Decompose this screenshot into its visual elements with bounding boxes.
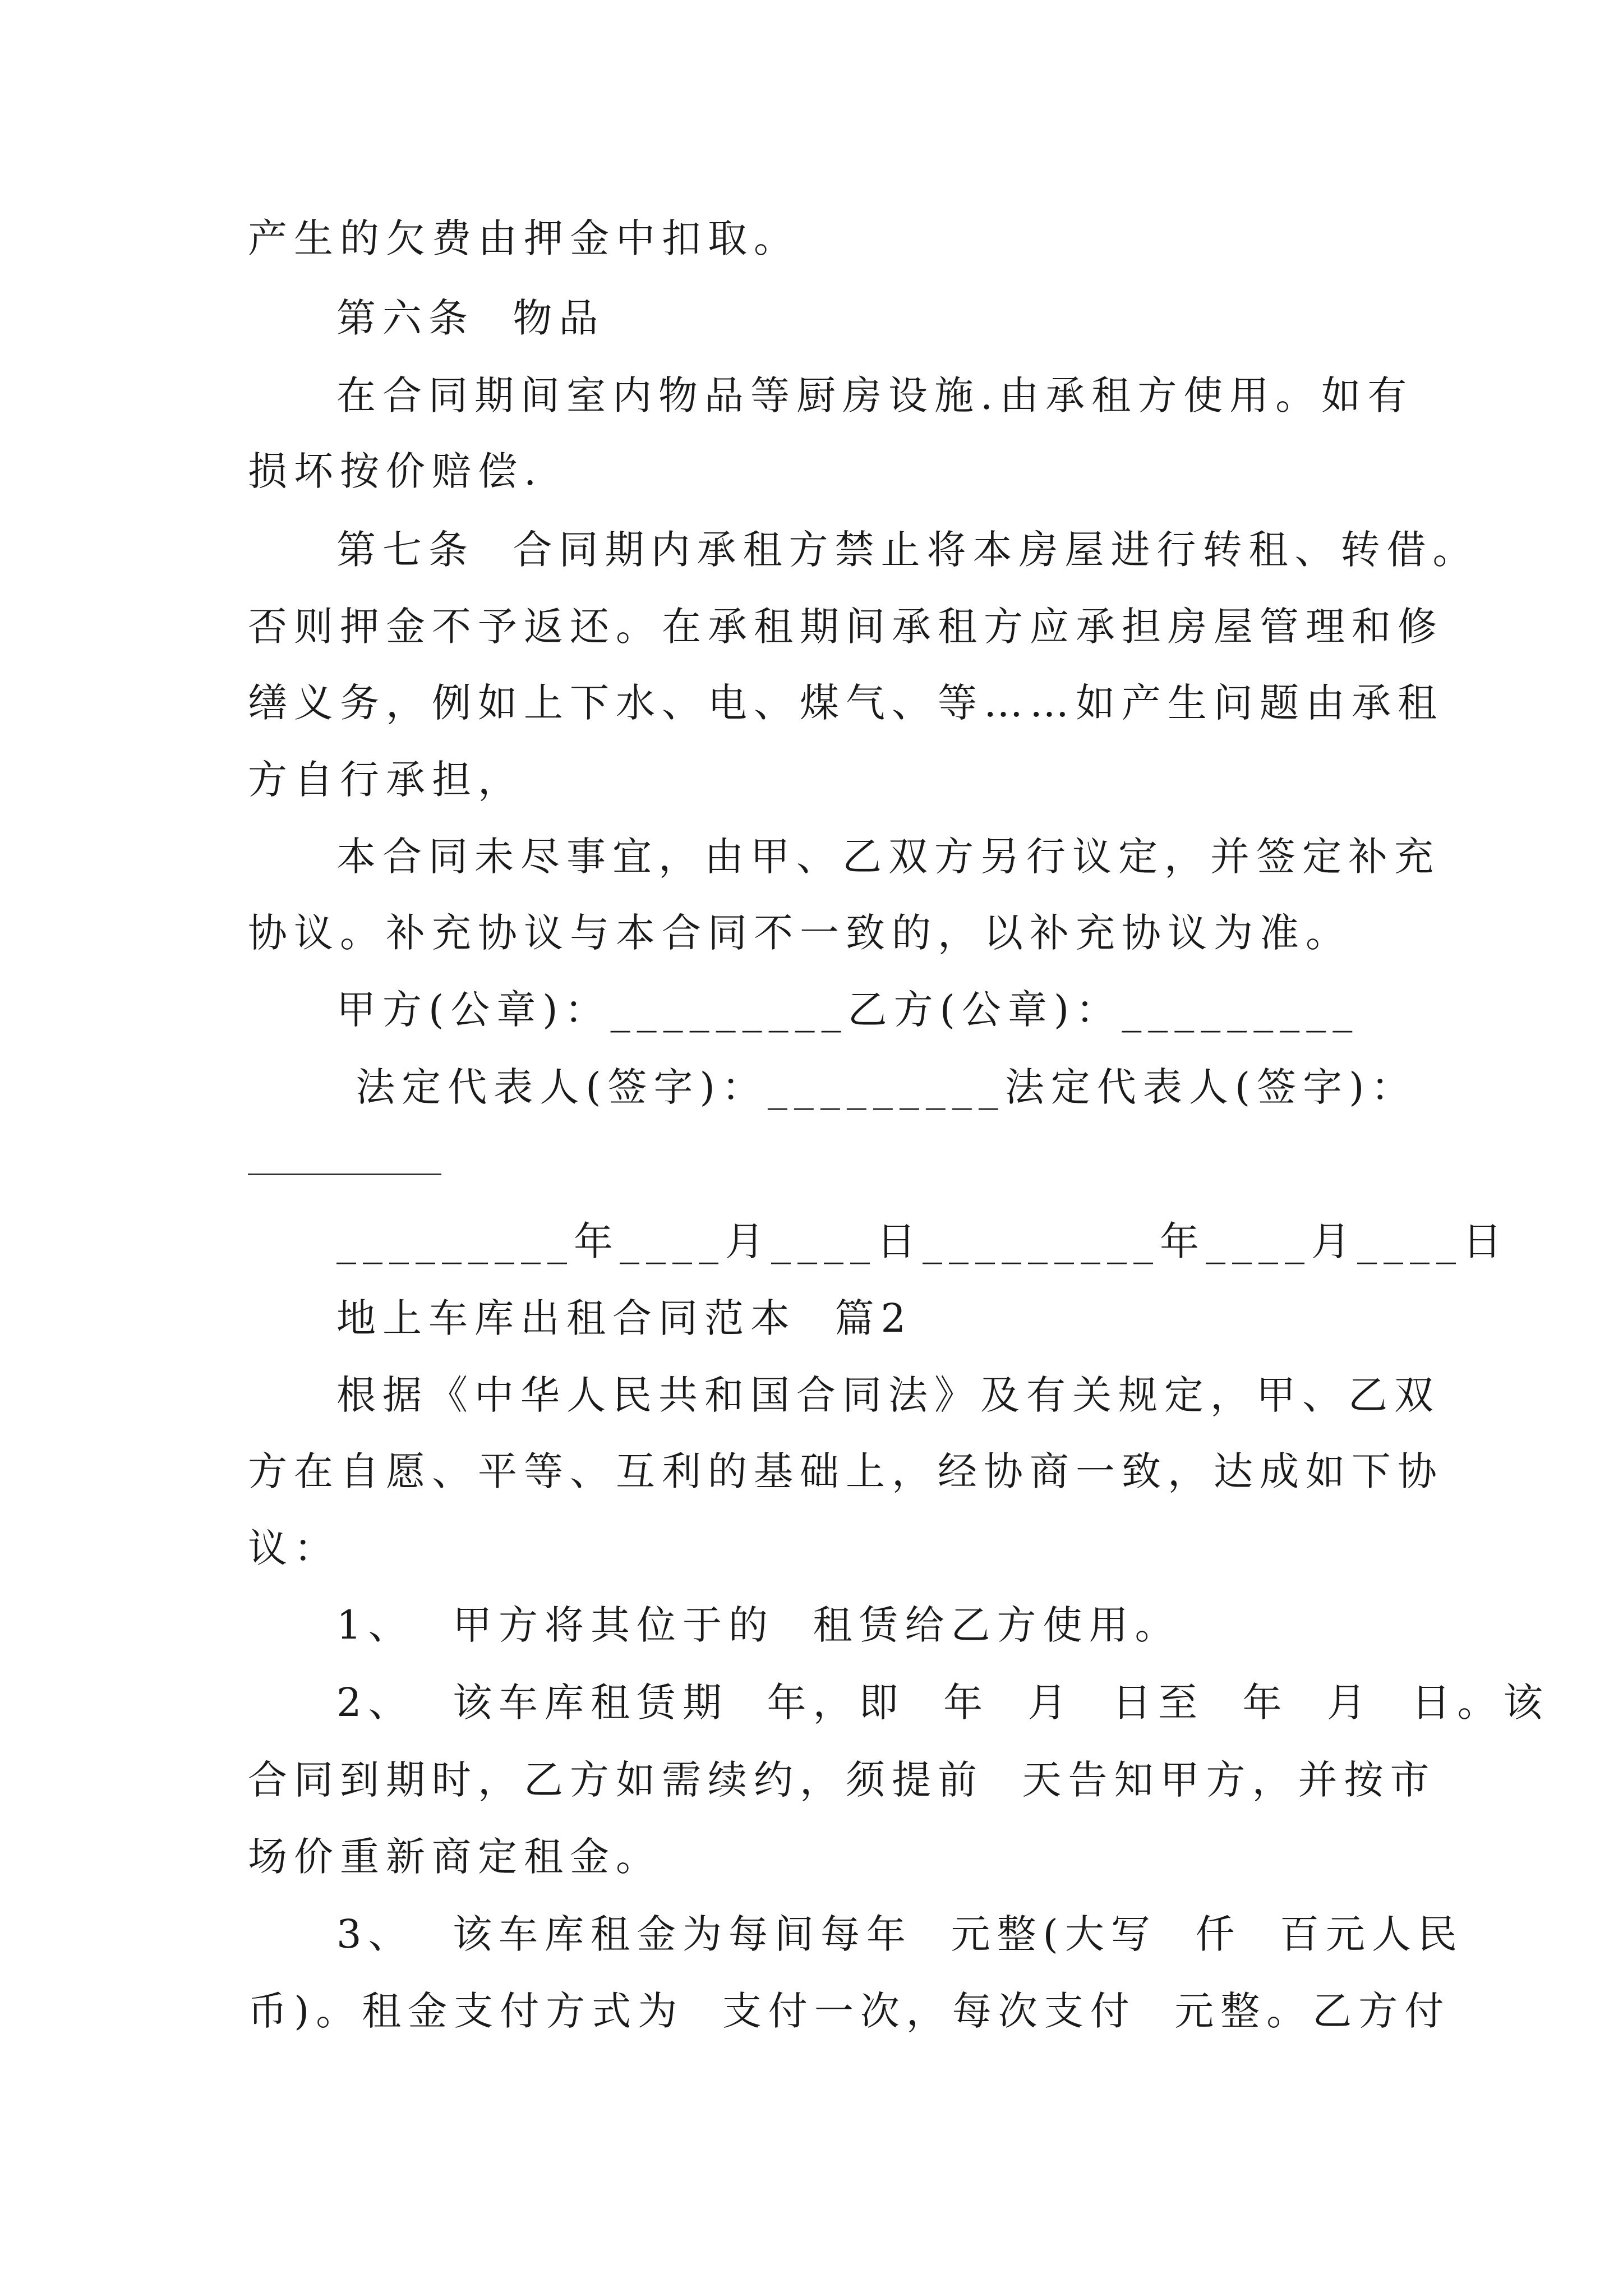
signature-line-seal: 甲方(公章)：_________乙方(公章)：_________ <box>336 987 1359 1033</box>
clause-line: 2、 该车库租赁期 年，即 年 月 日至 年 月 日。该 <box>336 1680 1550 1726</box>
paragraph-line: 方自行承担， <box>248 757 524 803</box>
paragraph-line: 产生的欠费由押金中扣取。 <box>248 215 800 261</box>
paragraph-line: 损坏按价赔偿. <box>248 448 543 494</box>
date-line: _________年____月____日_________年____月____日 <box>336 1218 1509 1264</box>
signature-line-representative: 法定代表人(签字)：_________法定代表人(签字)： <box>336 1064 1417 1110</box>
paragraph-line: 根据《中华人民共和国合同法》及有关规定，甲、乙双 <box>336 1372 1440 1418</box>
clause-line: 1、 甲方将其位于的 租赁给乙方使用。 <box>336 1602 1181 1648</box>
paragraph-line: 场价重新商定租金。 <box>248 1834 662 1880</box>
paragraph-line: 第七条 合同期内承租方禁止将本房屋进行转租、转借。 <box>336 527 1479 573</box>
paragraph-line: 本合同未尽事宜，由甲、乙双方另行议定，并签定补充 <box>336 834 1440 880</box>
paragraph-line: 合同到期时，乙方如需续约，须提前 天告知甲方，并按市 <box>248 1757 1436 1803</box>
paragraph-line: 在合同期间室内物品等厨房设施.由承租方使用。如有 <box>336 372 1414 418</box>
section-title: 地上车库出租合同范本 篇2 <box>336 1295 913 1341</box>
signature-blank <box>248 1174 441 1175</box>
paragraph-line: 方在自愿、平等、互利的基础上，经协商一致，达成如下协 <box>248 1448 1444 1494</box>
clause-line: 3、 该车库租金为每间每年 元整(大写 仟 百元人民 <box>336 1911 1464 1957</box>
paragraph-line: 币)。租金支付方式为 支付一次，每次支付 元整。乙方付 <box>248 1988 1451 2034</box>
article-heading: 第六条 物品 <box>336 295 605 341</box>
paragraph-line: 缮义务，例如上下水、电、煤气、等……如产生问题由承租 <box>248 680 1444 726</box>
paragraph-line: 否则押金不予返还。在承租期间承租方应承担房屋管理和修 <box>248 604 1444 650</box>
paragraph-line: 协议。补充协议与本合同不一致的，以补充协议为准。 <box>248 910 1352 956</box>
paragraph-line: 议： <box>248 1525 340 1571</box>
